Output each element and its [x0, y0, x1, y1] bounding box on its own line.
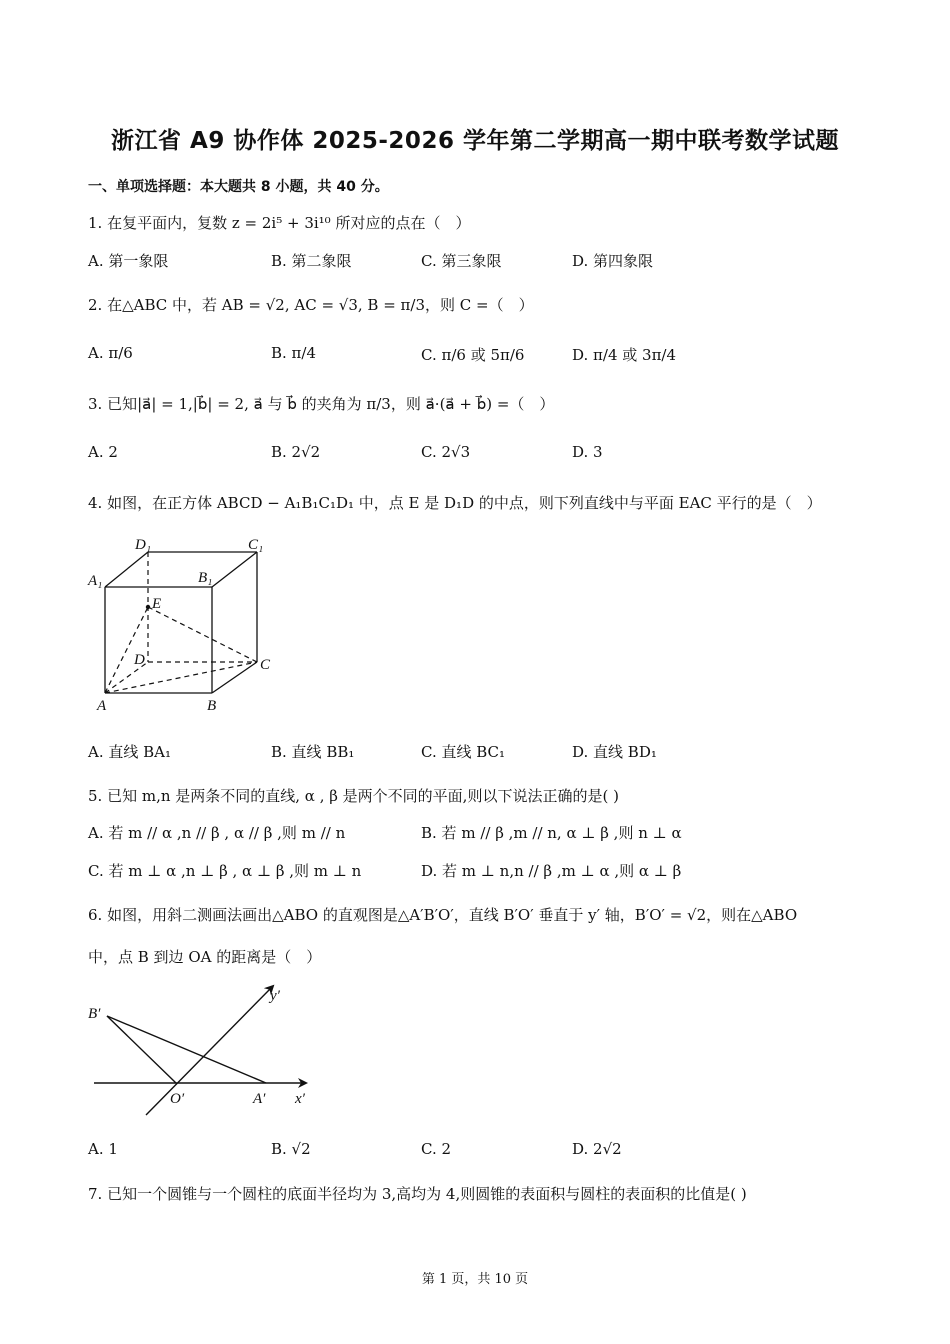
q1-option-b: B. 第二象限 — [271, 252, 352, 270]
label-a1: A₁ — [88, 573, 103, 589]
question-6-stem: 6. 如图，用斜二测画法画出△ABO 的直观图是△A′B′O′，直线 B′O′ 垂直于 y′ 轴，B′O′ = √2，则在△ABO — [88, 906, 798, 924]
question-5-stem: 5. 已知 m,n 是两条不同的直线, α , β 是两个不同的平面,则以下说法正确的是( ) — [88, 787, 619, 805]
q2-option-d: D. π/4 或 3π/4 — [572, 346, 677, 364]
oblique-drawing-figure — [80, 978, 330, 1120]
label-e: E — [152, 596, 162, 612]
q3-option-b: B. 2√2 — [271, 443, 321, 461]
label-b-prime: B′ — [88, 1006, 101, 1022]
label-b1: B₁ — [198, 570, 213, 586]
label-a: A — [97, 698, 107, 714]
label-y-prime: y′ — [270, 988, 280, 1004]
q2-option-a: A. π/6 — [88, 344, 133, 362]
q4-option-c: C. 直线 BC₁ — [421, 743, 506, 761]
question-7-stem: 7. 已知一个圆锥与一个圆柱的底面半径均为 3,高均为 4,则圆锥的表面积与圆柱的表面积的比值是( ) — [88, 1185, 747, 1203]
q2-option-b: B. π/4 — [271, 344, 317, 362]
q4-option-b: B. 直线 BB₁ — [271, 743, 355, 761]
label-o-prime: O′ — [170, 1091, 185, 1107]
question-2-stem: 2. 在△ABC 中，若 AB = √2, AC = √3, B = π/3，则 C =（ ） — [88, 296, 534, 314]
q5-option-d: D. 若 m ⊥ n,n // β ,m ⊥ α ,则 α ⊥ β — [421, 862, 682, 880]
q3-option-a: A. 2 — [88, 443, 118, 461]
section-heading: 一、单项选择题：本大题共 8 小题，共 40 分。 — [88, 179, 389, 195]
q4-option-d: D. 直线 BD₁ — [572, 743, 657, 761]
page-footer: 第 1 页，共 10 页 — [421, 1272, 529, 1287]
q3-option-d: D. 3 — [572, 443, 603, 461]
q6-option-d: D. 2√2 — [572, 1140, 622, 1158]
label-d: D — [134, 652, 145, 668]
label-c: C — [260, 657, 271, 673]
question-4-stem: 4. 如图，在正方体 ABCD − A₁B₁C₁D₁ 中，点 E 是 D₁D 的中点，则下列直线中与平面 EAC 平行的是（ ） — [88, 494, 822, 512]
q6-option-a: A. 1 — [88, 1140, 118, 1158]
question-6-stem-continued: 中，点 B 到边 OA 的距离是（ ） — [88, 948, 322, 966]
cube-figure — [80, 530, 300, 720]
label-a-prime: A′ — [253, 1091, 266, 1107]
label-c1: C₁ — [248, 537, 264, 553]
q1-option-d: D. 第四象限 — [572, 252, 654, 270]
q5-option-b: B. 若 m // β ,m // n, α ⊥ β ,则 n ⊥ α — [421, 824, 682, 842]
q1-option-a: A. 第一象限 — [88, 252, 169, 270]
q1-option-c: C. 第三象限 — [421, 252, 502, 270]
label-b: B — [207, 698, 217, 714]
question-3-stem: 3. 已知|a⃗| = 1,|b⃗| = 2, a⃗ 与 b⃗ 的夹角为 π/3，则 a⃗·(a⃗ + b⃗) =（ ） — [88, 395, 555, 413]
q2-option-c: C. π/6 或 5π/6 — [421, 346, 525, 364]
question-1-stem: 1. 在复平面内，复数 z = 2i⁵ + 3i¹⁰ 所对应的点在（ ） — [88, 214, 471, 232]
label-d1: D₁ — [135, 537, 152, 553]
q5-option-a: A. 若 m // α ,n // β , α // β ,则 m // n — [88, 824, 346, 842]
exam-title: 浙江省 A9 协作体 2025-2026 学年第二学期高一期中联考数学试题 — [111, 128, 839, 154]
point-e — [146, 605, 150, 609]
q5-option-c: C. 若 m ⊥ α ,n ⊥ β , α ⊥ β ,则 m ⊥ n — [88, 862, 362, 880]
q6-option-c: C. 2 — [421, 1140, 452, 1158]
label-x-prime: x′ — [295, 1091, 305, 1107]
q4-option-a: A. 直线 BA₁ — [88, 743, 172, 761]
q3-option-c: C. 2√3 — [421, 443, 471, 461]
q6-option-b: B. √2 — [271, 1140, 311, 1158]
